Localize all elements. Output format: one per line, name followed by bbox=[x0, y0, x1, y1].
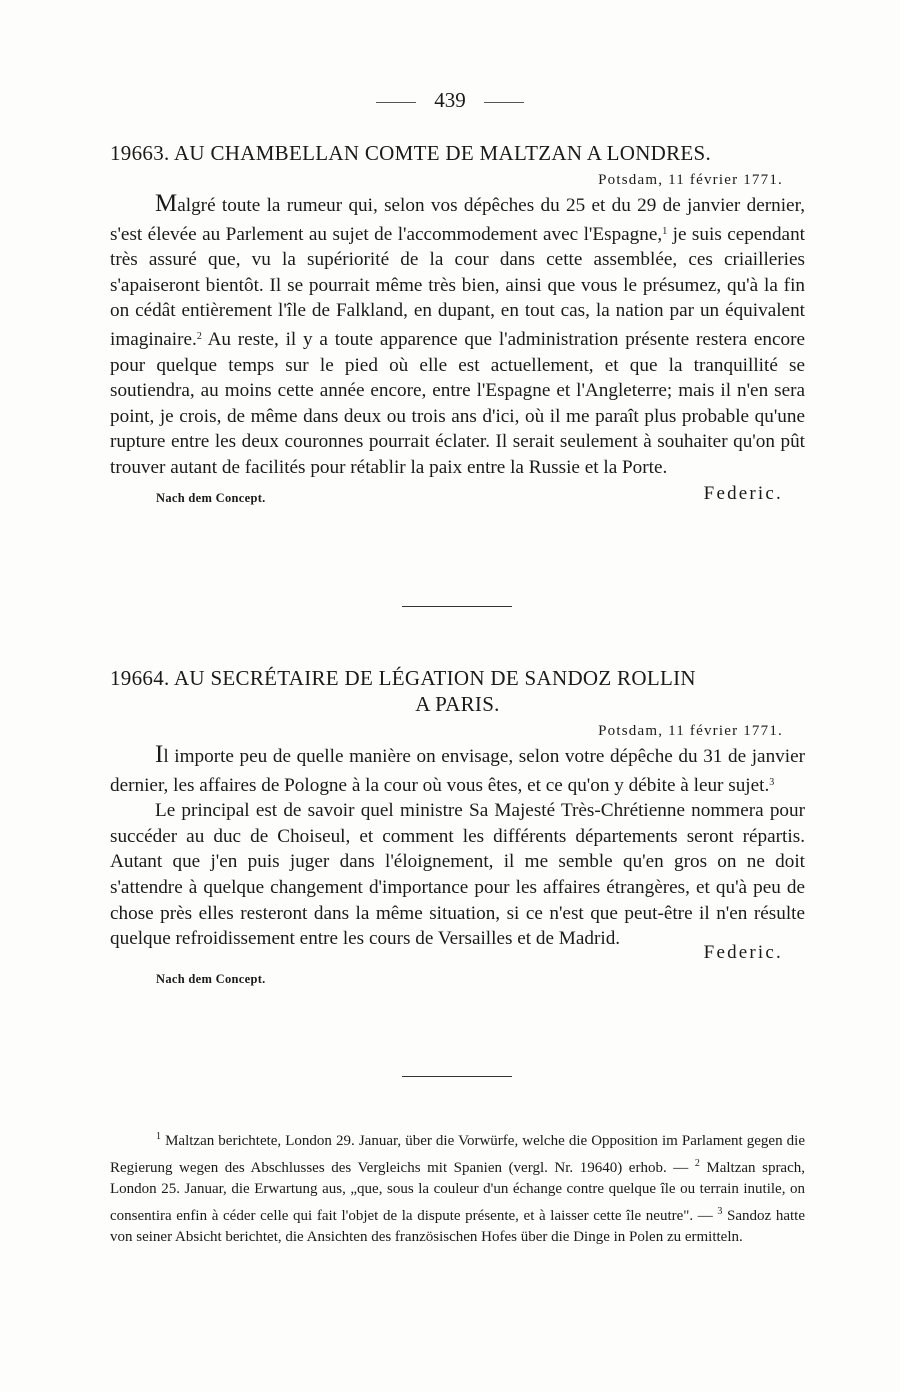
dateline bbox=[110, 172, 805, 189]
footnote-1: Maltzan berichtete, London 29. Januar, über die Vorwürfe, welche die Opposition im Parlament gegen die Regierung wegen des Abschlusses des Vergleichs mit Spanien (vergl. Nr. 19640) erhob. — bbox=[110, 1133, 805, 1176]
letter-recipient: AU SECRÉTAIRE DE LÉGATION DE SANDOZ ROLLIN bbox=[173, 666, 696, 690]
place: Potsdam, bbox=[598, 723, 664, 739]
letter-number: 19664. bbox=[110, 666, 170, 690]
paragraph-text: l importe peu de quelle manière on envisage, selon votre dépêche du 31 de janvier dernier, les affaires de Pologne à la cour où vous êtes, et ce qu'on y débite à leur sujet. bbox=[110, 746, 805, 796]
letter-paragraph bbox=[110, 191, 805, 481]
page-header bbox=[0, 88, 900, 113]
paragraph-text: algré toute la rumeur qui, selon vos dépêches du 25 et du 29 de janvier dernier, s'est élevée au Parlement au sujet de l'accommodement avec l'Espagne, bbox=[110, 195, 805, 245]
initial-letter: I bbox=[155, 741, 164, 768]
section-divider bbox=[402, 1076, 512, 1077]
source-note: Nach dem Concept. bbox=[156, 490, 266, 505]
letter-recipient: AU CHAMBELLAN COMTE DE MALTZAN A LONDRES. bbox=[173, 141, 712, 165]
section-divider bbox=[402, 606, 512, 607]
letter-number: 19663. bbox=[110, 141, 170, 165]
source-note: Nach dem Concept. bbox=[156, 971, 266, 986]
footnotes bbox=[110, 1126, 805, 1249]
letter-title bbox=[110, 140, 805, 166]
header-rule-right bbox=[484, 102, 524, 103]
signature: Federic. bbox=[703, 941, 783, 963]
initial-letter: M bbox=[155, 190, 178, 217]
footnote-2: Maltzan sprach, London 25. Januar, die Erwartung aus, „que, sous la couleur d'un échange contre quelque île ou terrain inutile, on consentira enfin à céder celle qui fait l'objet de la dispute présente, et à laisser cette île neutre". — bbox=[110, 1159, 805, 1224]
footnote-text bbox=[110, 1126, 805, 1249]
letter-title bbox=[110, 665, 805, 691]
footnote-ref[interactable]: 3 bbox=[769, 776, 775, 788]
paragraph-text: Au reste, il y a toute apparence que l'administration présente restera encore pour quelque temps sur le pied où elle est actuellement, et que la tranquillité se soutiendra, au moins cette année encore, entre l'Espagne et l'Angleterre; mais il n'en sera point, je crois, de même dans deux ou trois ans d'ici, où il me paraît plus probable qu'une rupture entre les deux couronnes pourrait éclater. Il serait seulement à souhaiter qu'on pût trouver autant de facilités pour rétablir la paix entre la Russie et la Porte. bbox=[110, 328, 805, 478]
letter-title-line-2: A PARIS. bbox=[415, 692, 500, 716]
footnote-ref[interactable]: 2 bbox=[196, 330, 202, 342]
letter-paragraph bbox=[110, 742, 805, 798]
footnote-3: Sandoz hatte von seiner Absicht berichtet, die Ansichten des französischen Hofes über die Dinge in Polen zu ermitteln. bbox=[110, 1207, 805, 1245]
dateline bbox=[110, 723, 805, 740]
paragraph-text: je suis cependant très assuré que, vu la supériorité de la cour dans cette assemblée, ces criailleries s'apaiseront bientôt. Il se pourrait même très bien, ainsi que vous le présumez, qu'à la fin on cédât entièrement l'île de Falkland, en dupant, en tout cas, la nation par un équivalent imaginaire. bbox=[110, 223, 806, 350]
page-number: 439 bbox=[434, 88, 466, 112]
date: 11 février 1771. bbox=[668, 723, 783, 739]
signature: Federic. bbox=[703, 482, 783, 504]
signature-row bbox=[110, 481, 805, 507]
footnote-mark: 1 bbox=[156, 1131, 161, 1142]
footnote-mark: 3 bbox=[717, 1205, 723, 1217]
letter-19663 bbox=[110, 140, 805, 507]
signature-row bbox=[110, 941, 805, 986]
header-rule-left bbox=[376, 102, 416, 103]
place: Potsdam, bbox=[598, 172, 664, 188]
footnote-mark: 2 bbox=[694, 1157, 700, 1169]
letter-19664 bbox=[110, 665, 805, 986]
footnote-ref[interactable]: 1 bbox=[662, 225, 668, 237]
date: 11 février 1771. bbox=[668, 172, 783, 188]
letter-paragraph: Le principal est de savoir quel ministre Sa Majesté Très-Chrétienne nommera pour succéder au duc de Choiseul, et comment les différents départements seront répartis. Autant que j'en puis juger dans l'éloignement, il me semble qu'en gros on ne doit s'attendre à quelque changement d'importance pour les affaires étrangères, et qu'à peu de chose près elles resteront dans la même situation, si ce n'est que peut-être il n'en résulte quelque refroidissement entre les cours de Versailles et de Madrid. bbox=[110, 800, 805, 950]
